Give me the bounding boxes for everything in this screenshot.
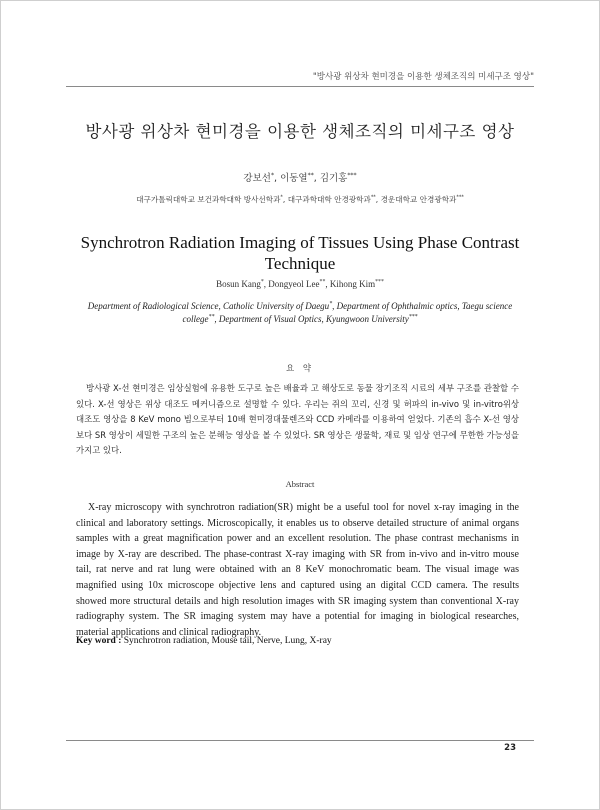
running-head: "방사광 위상차 현미경을 이용한 생체조직의 미세구조 영상" <box>312 72 534 82</box>
affiliation-mark: * <box>280 194 283 201</box>
english-title: Synchrotron Radiation Imaging of Tissues Using Phase Contrast Technique <box>80 233 520 273</box>
author-name: Bosun Kang <box>216 279 261 289</box>
affiliation-name: 경운대학교 안경광학과 <box>380 195 457 204</box>
author-mark: *** <box>375 279 384 285</box>
author-mark: *** <box>347 171 357 179</box>
keywords-text: Synchrotron radiation, Mouse tail, Nerve, Lung, X-ray <box>123 636 332 646</box>
korean-authors: 강보선*, 이동열**, 김기홍*** <box>243 171 357 184</box>
keywords-label: Key word : <box>76 636 124 646</box>
affiliation-3: , Department of Visual Optics, Kyungwoon University <box>214 314 409 324</box>
header-rule <box>66 86 534 87</box>
footer-rule <box>66 740 534 741</box>
affiliation-1: Department of Radiological Science, Catholic University of Daegu <box>87 301 330 311</box>
korean-affiliations: 대구가톨릭대학교 보건과학대학 방사선학과*, 대구과학대학 안경광학과**, 경운대학교 안경광학과*** <box>136 194 464 204</box>
author-name: 이동열 <box>280 173 308 184</box>
affiliation-mark: * <box>329 301 333 307</box>
author-mark: * <box>270 171 275 179</box>
author-mark: ** <box>319 279 326 285</box>
korean-abstract-body: 방사광 X-선 현미경은 임상실험에 유용한 도구로 높은 배율과 고 해상도로 동물 장기조직 시료의 세부 구조를 관찰할 수 있다. X-선 영상은 위상 대조도 메커니즘으로 설명할 수 있다. 우리는 쥐의 꼬리, 신경 및 허파의 in-vivo 및 in-vitro위상 대조도 영상을 8 KeV mono 빔으로부터 10배 현미경대물렌즈와 CCD 카메라를 이용하여 얻었다. 기존의 흡수 X-선 영상 보다 SR 영상이 세밀한 구조의 높은 분해능 영상을 볼 수 있었다. SR 영상은 생물학, 재료 및 임상 연구에 무한한 가능성을 가지고 있다. <box>76 383 519 455</box>
affiliation-mark: ** <box>208 314 215 320</box>
affiliation-2: , Department of Ophthalmic optics, Taegu science college <box>182 301 513 324</box>
english-abstract-body: X-ray microscopy with synchrotron radiation(SR) might be a useful tool for novel x-ray imaging in the clinical and laboratory settings. Microscopically, it enables us to observe detailed structure of animal organs samples with a great magnification power and an excellent resolution. The phase contrast mechanisms in image by X-ray are described. The phase-contrast X-ray imaging with SR from in-vivo and in-vitro mouse tail, rat nerve and rat lung were obtained with an 8 KeV monochromatic beam. The visual image was magnified using 10x microscope objective lens and captured using an digital CCD camera. The results showed more structural details and high resolution images with SR imaging system than conventional X-ray radiography system. The SR imaging system may have a potential for imaging in biological researches, material applications and clinical radiography. <box>76 502 519 638</box>
affiliation-name: 대구과학대학 안경광학과 <box>287 195 371 204</box>
affiliation-mark: *** <box>456 194 464 201</box>
author-name: Dongyeol Lee <box>268 279 320 289</box>
author-name: Kihong Kim <box>329 279 376 289</box>
keywords <box>76 636 519 646</box>
author-name: 강보선 <box>243 173 271 184</box>
author-name: 김기홍 <box>319 173 348 184</box>
english-authors: Bosun Kang*, Dongyeol Lee**, Kihong Kim*** <box>216 279 384 289</box>
affiliation-name: 대구가톨릭대학교 보건과학대학 방사선학과 <box>136 195 281 204</box>
korean-abstract-heading: 요 약 <box>285 364 315 374</box>
affiliation-mark: *** <box>408 314 418 320</box>
page-number: 23 <box>504 743 516 753</box>
affiliation-mark: ** <box>370 194 376 201</box>
english-abstract-heading: Abstract <box>285 479 315 489</box>
author-mark: ** <box>307 171 314 179</box>
korean-title: 방사광 위상차 현미경을 이용한 생체조직의 미세구조 영상 <box>85 122 515 141</box>
english-affiliations <box>78 300 522 326</box>
author-mark: * <box>260 279 264 285</box>
